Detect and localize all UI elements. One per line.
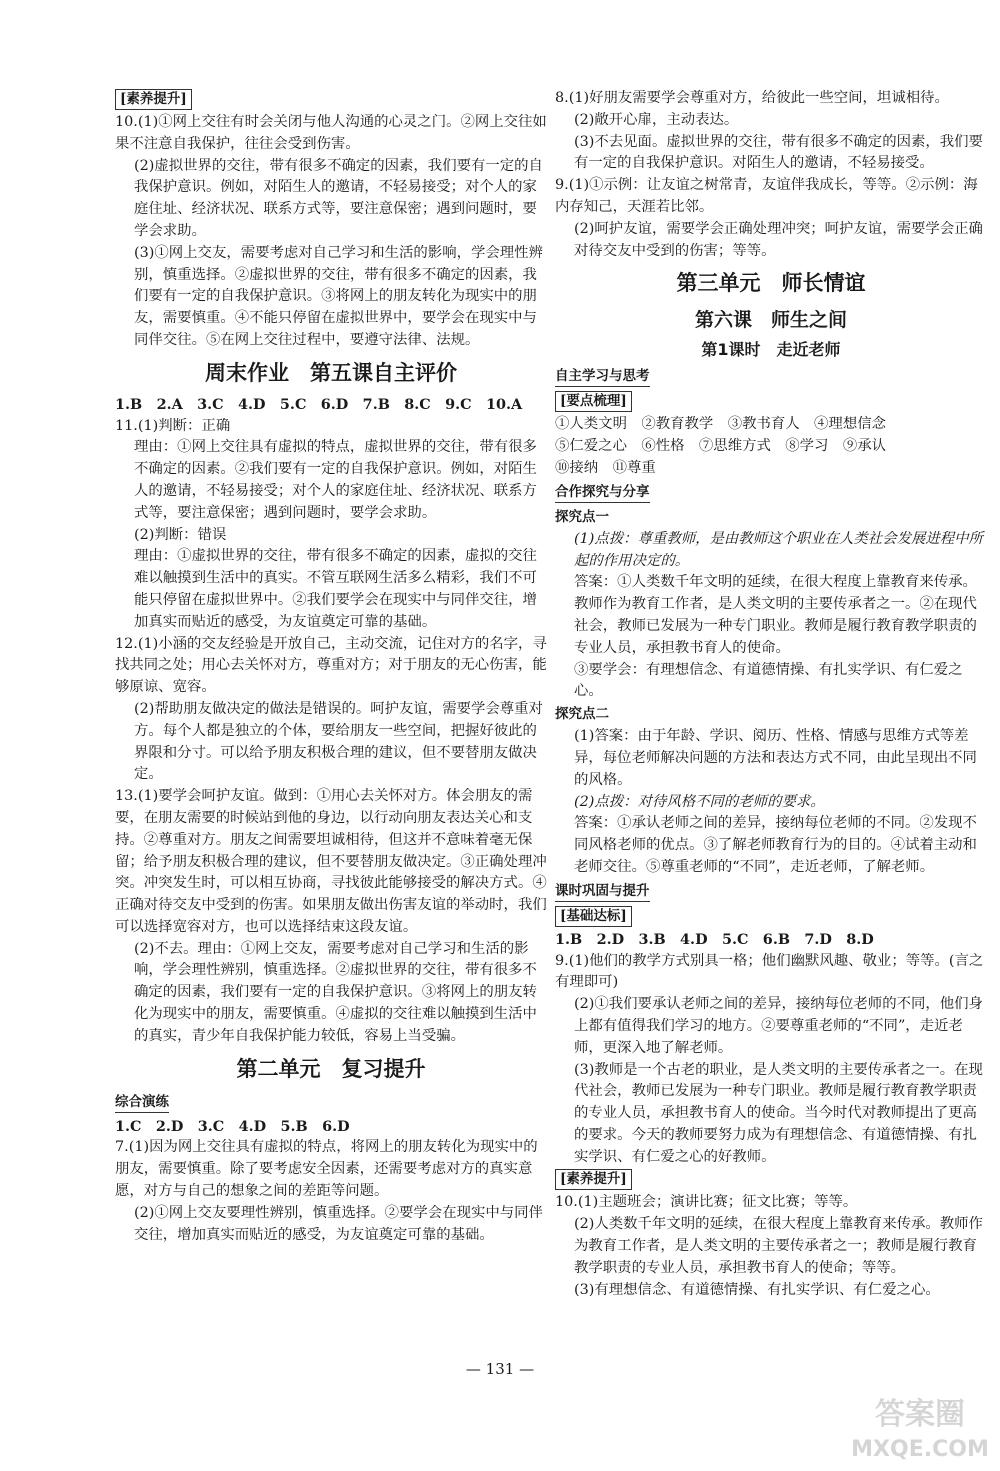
unit-heading: 第三单元 师长情谊 <box>676 271 866 296</box>
answer-paragraph: 理由：①虚拟世界的交往，带有很多不确定的因素，虚拟的交往难以触摸到生活中的真实。不管互联网生活多么精彩，我们不可能只停留在虚拟世界中。②我们要学会在现实中与同伴交往，增加真实而贴近的感受，为友谊奠定可靠的基础。 <box>134 548 537 630</box>
lesson-heading: 第六课 师生之间 <box>694 309 847 332</box>
question-answer: ⑤仁爱之心 ⑥性格 ⑦思维方式 ⑧学习 ⑨承认 <box>555 438 886 455</box>
watermark-logo <box>845 1390 995 1465</box>
question-answer: 9.(1)他们的教学方式别具一格；他们幽默风趣、敬业；等等。(言之有理即可) <box>555 952 984 991</box>
answer-paragraph: (3)①网上交友，需要考虑对自己学习和生活的影响，学会理性辨别，慎重选择。②虚拟世界的交往，带有很多不确定的因素，我们要有一定的自我保护意识。③将网上的朋友转化为现实中的朋友，需要慎重。④不能只停留在虚拟世界中，要学会在现实中与同伴交往。⑤在网上交往过程中，要遵守法律、法规。 <box>134 244 543 348</box>
answer-paragraph: (1)答案：由于年龄、学识、阅历、性格、情感与思维方式等差异，每位老师解决问题的方法和表达方式不同，由此呈现出不同的风格。 <box>574 728 977 788</box>
section-heading: 自主学习与思考 <box>555 367 650 387</box>
question-answer: ⑩接纳 ⑪尊重 <box>555 459 656 476</box>
page-number: — 131 — <box>465 1360 535 1378</box>
period-heading: 第1课时 走近老师 <box>701 340 841 360</box>
section-label: [要点梳理] <box>555 391 632 412</box>
answer-paragraph: (2)敞开心扉，主动表达。 <box>574 111 739 128</box>
question-answer: 11.(1)判断：正确 <box>115 417 231 434</box>
answer-paragraph: ③要学会：有理想信念、有道德情操、有扎实学识、有仁爱之心。 <box>574 661 963 700</box>
answer-paragraph: (2)人类数千年文明的延续，在很大程度上靠教育来传承。教师作为教育工作者，是人类文明的主要传承者之一；教师是履行教育教学职责的专业人员，承担教书育人的使命；等等。 <box>574 1216 983 1276</box>
explore-point-title: 探究点一 <box>555 508 609 525</box>
question-answer: 12.(1)小涵的交友经验是开放自己，主动交流，记住对方的名字，寻找共同之处；用心去关怀对方，尊重对方；对于朋友的无心伤害，能够原谅、宽容。 <box>115 635 547 696</box>
question-answer: 10.(1)主题班会；演讲比赛；征文比赛；等等。 <box>555 1194 858 1211</box>
answer-paragraph: 答案：①人类数千年文明的延续，在很大程度上靠教育来传承。教师作为教育工作者，是人类文明的主要传承者之一。②在现代社会，教师已发展为一种专门职业。教师是履行教育教学职责的专业人员，承担教书育人的使命。 <box>574 574 977 656</box>
answer-paragraph: (2)呵护友谊，需要学会正确处理冲突；呵护友谊，需要学会正确对待交友中受到的伤害；等等。 <box>574 220 983 259</box>
section-label: [素养提升] <box>555 1169 632 1190</box>
question-answer: 7.(1)因为网上交往具有虚拟的特点，将网上的朋友转化为现实中的朋友，需要慎重。除了要考虑安全因素，还需要考虑对方的真实意愿，对方与自己的想象之间的差距等问题。 <box>115 1139 538 1200</box>
answer-paragraph: (2)帮助朋友做决定的做法是错误的。呵护友谊，需要学会尊重对方。每个人都是独立的个体，要给朋友一些空间，把握好彼此的界限和分寸。可以给予朋友积极合理的建议，但不要替朋友做决定。 <box>134 700 543 783</box>
answer-paragraph: (2)不去。理由：①网上交友，需要考虑对自己学习和生活的影响，学会理性辨别，慎重选择。②虚拟世界的交往，带有很多不确定的因素，我们要有一定的自我保护意识。③将网上的朋友转化为现实中的朋友，需要慎重。④虚拟的交往难以触摸到生活中的真实，青少年自我保护能力较低，容易上当受骗。 <box>134 940 537 1044</box>
section-label: [素养提升] <box>115 89 192 110</box>
unit-heading: 周末作业 第五课自主评价 <box>205 360 457 385</box>
hint-paragraph: (2)点拨：对待风格不同的老师的要求。 <box>574 793 825 810</box>
hint-paragraph: (1)点拨：尊重教师，是由教师这个职业在人类社会发展进程中所起的作用决定的。 <box>574 530 983 569</box>
section-label: [基础达标] <box>555 906 632 927</box>
section-heading: 课时巩固与提升 <box>555 882 650 902</box>
svg-text:答案圈: 答案圈 <box>875 1397 965 1432</box>
answer-key: 1.B 2.A 3.C 4.D 5.C 6.D 7.B 8.C 9.C 10.A <box>115 395 523 413</box>
answer-paragraph: (3)不去见面。虚拟世界的交往，带有很多不确定的因素，我们要有一定的自我保护意识。对陌生人的邀请，不轻易接受。 <box>574 133 983 172</box>
section-heading: 综合演练 <box>115 1093 169 1113</box>
left-column <box>115 88 547 1246</box>
answer-paragraph: (3)教师是一个古老的职业，是人类文明的主要传承者之一。在现代社会，教师已发展为一种专门职业。教师是履行教育教学职责的专业人员，承担教书育人的使命。当今时代对教师提出了更高的要求。今天的教师要努力成为有理想信念、有道德情操、有扎实学识、有仁爱之心的好教师。 <box>574 1061 983 1165</box>
section-heading: 合作探究与分享 <box>555 483 650 503</box>
question-answer: ①人类文明 ②教育教学 ③教书育人 ④理想信念 <box>555 416 886 433</box>
question-answer: 9.(1)①示例：让友谊之树常青，友谊伴我成长，等等。②示例：海内存知己，天涯若比邻。 <box>555 177 978 215</box>
answer-paragraph: (2)判断：错误 <box>134 526 227 543</box>
unit-heading: 第二单元 复习提升 <box>236 1056 426 1081</box>
answer-paragraph: (3)有理想信念、有道德情操、有扎实学识、有仁爱之心。 <box>574 1281 940 1298</box>
right-column <box>555 88 987 1301</box>
answer-key: 1.C 2.D 3.C 4.D 5.B 6.D <box>115 1117 350 1135</box>
answer-paragraph: (2)①我们要承认老师之间的差异，接纳每位老师的不同，他们身上都有值得我们学习的地方。②要尊重老师的“不同”，走近老师，更深入地了解老师。 <box>574 996 983 1056</box>
answer-paragraph: (2)虚拟世界的交往，带有很多不确定的因素，我们要有一定的自我保护意识。例如，对陌生人的邀请，不轻易接受；对个人的家庭住址、经济状况、联系方式等，要注意保密；遇到问题时，要学会求助。 <box>134 157 543 239</box>
svg-text:MXQE.COM: MXQE.COM <box>851 1437 989 1462</box>
answer-paragraph: (2)①网上交友要理性辨别，慎重选择。②要学会在现实中与同伴交往，增加真实而贴近的感受，为友谊奠定可靠的基础。 <box>134 1204 543 1243</box>
answer-key: 1.B 2.D 3.B 4.D 5.C 6.B 7.D 8.D <box>555 930 874 948</box>
question-answer: 10.(1)①网上交往有时会关闭与他人沟通的心灵之门。②网上交往如果不注意自我保护，往往会受到伤害。 <box>115 114 547 152</box>
answer-paragraph: 理由：①网上交往具有虚拟的特点，虚拟世界的交往，带有很多不确定的因素。②我们要有一定的自我保护意识。例如，对陌生人的邀请，不轻易接受；对个人的家庭住址、经济状况、联系方式等，要注意保密；遇到问题时，要学会求助。 <box>134 439 537 521</box>
explore-point-title: 探究点二 <box>555 706 609 723</box>
question-answer: 8.(1)好朋友需要学会尊重对方，给彼此一些空间，坦诚相待。 <box>555 90 949 106</box>
question-answer: 13.(1)要学会呵护友谊。做到：①用心去关怀对方。体会朋友的需要，在朋友需要的时候站到他的身边，以行动向朋友表达关心和支持。②尊重对方。朋友之间需要坦诚相待，但这并不意味着毫无保留；给予朋友积极合理的建议，但不要替朋友做决定。③正确处理冲突。冲突发生时，可以相互协商，寻找彼此能够接受的解决方式。④正确对待交友中受到的伤害。如果朋友做出伤害友谊的举动时，我们可以选择宽容对方，也可以选择结束这段友谊。 <box>115 788 547 935</box>
answer-paragraph: 答案：①承认老师之间的差异，接纳每位老师的不同。②发现不同风格老师的优点。③了解老师教育行为的目的。④试着主动和老师交往。⑤尊重老师的“不同”，走近老师，了解老师。 <box>574 815 977 875</box>
